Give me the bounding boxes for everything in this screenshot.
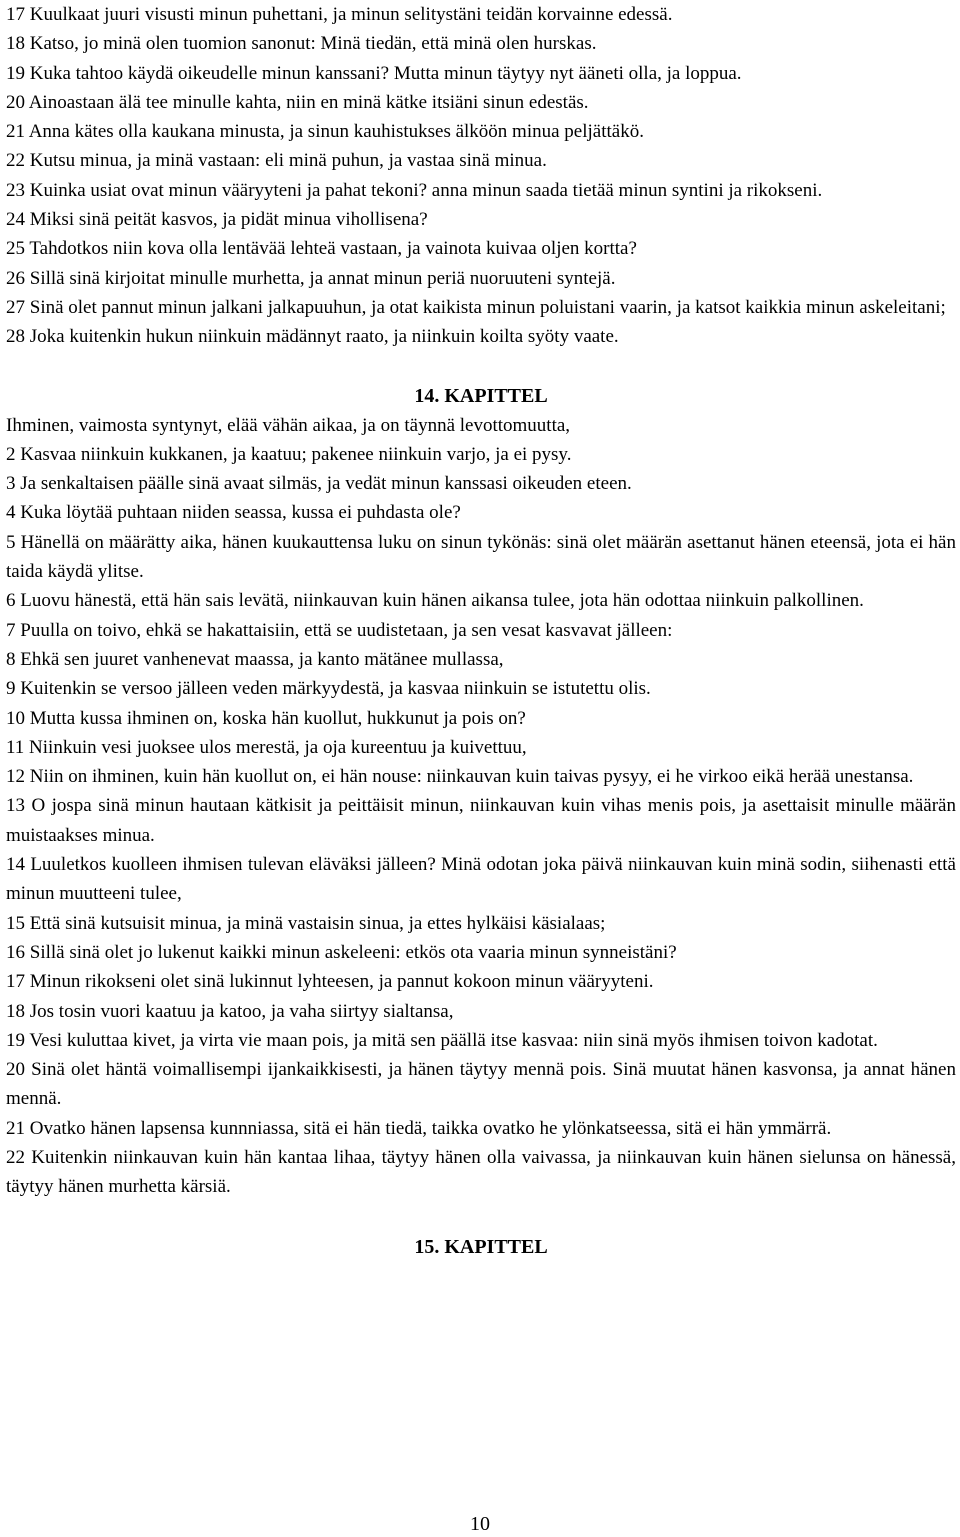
verse-3: 3 Ja senkaltaisen päälle sinä avaat silmäs, ja vedät minun kanssasi oikeuden eteen. xyxy=(6,473,632,495)
verse-1: Ihminen, vaimosta syntynyt, elää vähän aikaa, ja on täynnä levottomuutta, xyxy=(6,414,571,436)
verse-19: 19 Kuka tahtoo käydä oikeudelle minun kanssani? Mutta minun täytyy nyt ääneti olla, ja loppua. xyxy=(6,62,742,84)
verse-13: 13 O jospa sinä minun hautaan kätkisit ja peittäisit minun, niinkauvan kuin vihas menis pois, ja asettaisit minulle määrän muistaakses minua. xyxy=(6,795,956,846)
verse-17: 17 Minun rikokseni olet sinä lukinnut lyhteesen, ja pannut kokoon minun vääryyteni. xyxy=(6,971,654,993)
verse-22: 22 Kuitenkin niinkauvan kuin hän kantaa lihaa, täytyy hänen olla vaivassa, ja niinkauvan kuin hänen sielunsa on hänessä, täytyy hänen murhetta kärsiä. xyxy=(6,1146,956,1198)
verse-6: 6 Luovu hänestä, että hän sais levätä, niinkauvan kuin hänen aikansa tulee, jota hän odottaa niinkuin palkollinen. xyxy=(6,590,864,612)
verse-17: 17 Kuulkaat juuri visusti minun puhettani, ja minun selitystäni teidän korvainne edessä. xyxy=(6,4,673,25)
verse-28: 28 Joka kuitenkin hukun niinkuin mädännyt raato, ja niinkuin koilta syöty vaate. xyxy=(6,326,619,348)
verse-26: 26 Sillä sinä kirjoitat minulle murhetta, ja annat minun periä nuoruuteni syntejä. xyxy=(6,267,616,289)
verse-list-previous-chapter xyxy=(6,0,956,352)
verse-20: 20 Sinä olet häntä voimallisempi ijankaikkisesti, ja hänen täytyy mennä pois. Sinä muutat hänen kasvonsa, ja annat hänen mennä. xyxy=(6,1059,956,1110)
verse-18: 18 Jos tosin vuori kaatuu ja katoo, ja vaha siirtyy sialtansa, xyxy=(6,1000,454,1022)
verse-23: 23 Kuinka usiat ovat minun vääryyteni ja pahat tekoni? anna minun saada tietää minun syntini ja rikokseni. xyxy=(6,179,823,201)
verse-24: 24 Miksi sinä peität kasvos, ja pidät minua vihollisena? xyxy=(6,209,428,231)
verse-20: 20 Ainoastaan älä tee minulle kahta, niin en minä kätke itsiäni sinun edestäs. xyxy=(6,91,589,113)
chapter-14-heading: 14. KAPITTEL xyxy=(414,384,548,407)
verse-8: 8 Ehkä sen juuret vanhenevat maassa, ja kanto mätänee mullassa, xyxy=(6,648,504,670)
verse-10: 10 Mutta kussa ihminen on, koska hän kuollut, hukkunut ja pois on? xyxy=(6,707,526,729)
verse-11: 11 Niinkuin vesi juoksee ulos merestä, ja oja kureentuu ja kuivettuu, xyxy=(6,736,527,758)
verse-list-chapter-14 xyxy=(6,411,956,1202)
verse-15: 15 Että sinä kutsuisit minua, ja minä vastaisin sinua, ja ettes hylkäisi käsialaas; xyxy=(6,912,606,934)
verse-18: 18 Katso, jo minä olen tuomion sanonut: Minä tiedän, että minä olen hurskas. xyxy=(6,33,597,55)
verse-27: 27 Sinä olet pannut minun jalkani jalkapuuhun, ja otat kaikista minun poluistani vaarin, ja katsot kaikkia minun askeleitani; xyxy=(6,296,946,318)
document-page xyxy=(6,0,956,1262)
verse-21: 21 Anna kätes olla kaukana minusta, ja sinun kauhistukses älköön minua peljättäkö. xyxy=(6,121,644,143)
verse-7: 7 Puulla on toivo, ehkä se hakattaisiin, että se uudistetaan, ja sen vesat kasvavat jälleen: xyxy=(6,619,673,641)
verse-12: 12 Niin on ihminen, kuin hän kuollut on, ei hän nouse: niinkauvan kuin taivas pysyy, ei he virkoo eikä herää unestansa. xyxy=(6,766,914,788)
verse-2: 2 Kasvaa niinkuin kukkanen, ja kaatuu; pakenee niinkuin varjo, ja ei pysy. xyxy=(6,443,572,465)
spacer xyxy=(6,352,956,381)
verse-21: 21 Ovatko hänen lapsensa kunnniassa, sitä ei hän tiedä, taikka ovatko he ylönkatseessa, sitä ei hän ymmärrä. xyxy=(6,1117,832,1139)
verse-14: 14 Luuletkos kuolleen ihmisen tulevan eläväksi jälleen? Minä odotan joka päivä niinkauvan kuin minä sodin, siihenasti että minun muutteeni tulee, xyxy=(6,854,956,905)
verse-16: 16 Sillä sinä olet jo lukenut kaikki minun askeleeni: etkös ota vaaria minun synneistäni? xyxy=(6,941,677,963)
verse-5: 5 Hänellä on määrätty aika, hänen kuukauttensa luku on sinun tykönäs: sinä olet määrän asettanut hänen eteensä, jota ei hän taida käydä ylitse. xyxy=(6,531,956,583)
verse-25: 25 Tahdotkos niin kova olla lentävää lehteä vastaan, ja vainota kuivaa oljen kortta? xyxy=(6,238,637,260)
chapter-15-heading: 15. KAPITTEL xyxy=(414,1235,548,1258)
verse-19: 19 Vesi kuluttaa kivet, ja virta vie maan pois, ja mitä sen päällä itse kasvaa: niin sinä myös ihmisen toivon kadotat. xyxy=(6,1029,878,1051)
page-number: 10 xyxy=(470,1513,490,1535)
verse-9: 9 Kuitenkin se versoo jälleen veden märkyydestä, ja kasvaa niinkuin se istutettu olis. xyxy=(6,678,651,700)
verse-4: 4 Kuka löytää puhtaan niiden seassa, kussa ei puhdasta ole? xyxy=(6,502,461,524)
verse-22: 22 Kutsu minua, ja minä vastaan: eli minä puhun, ja vastaa sinä minua. xyxy=(6,150,547,172)
